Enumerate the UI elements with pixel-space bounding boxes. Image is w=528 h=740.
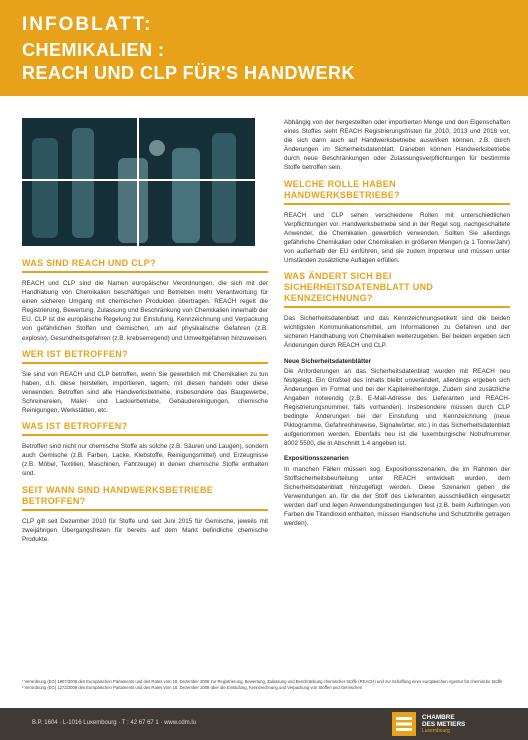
section-what (22, 421, 268, 478)
header-banner (0, 0, 528, 96)
section-heading: WELCHE ROLLE HABEN HANDWERKSBETRIEBE? (284, 178, 400, 200)
section-what-is (22, 258, 268, 343)
section-text: CLP gilt seit Dezember 2010 für Stoffe und seit Juni 2015 für Gemische, jeweils mit zweijährigen Übergangsfristen für bereits auf dem Markt befindliche chemische Produkte. (22, 517, 268, 543)
footnotes (22, 679, 512, 691)
page-title-line2: REACH UND CLP FÜR'S HANDWERK (22, 63, 355, 83)
section-heading-bar (22, 485, 268, 511)
section-heading-bar (22, 258, 268, 273)
section-heading: WAS SIND REACH UND CLP? (22, 258, 156, 268)
section-text: Betroffen sind nicht nur chemische Stoffe als solche (z.B. Säuren und Laugen), sondern auch Gemische (z.B. Farben, Lacke, Klebstoffe, Reinigungsmittel) und Erzeugnisse (z.B. Möbel, Textilien, Maschinen, Fahrzeuge) in denen chemische Stoffe enthalten sind. (22, 443, 268, 478)
right-column (284, 118, 510, 534)
section-role (284, 179, 510, 266)
section-heading: WER IST BETROFFEN? (22, 348, 128, 359)
lab-glassware-photo (22, 118, 255, 246)
footer-bar (0, 708, 528, 740)
page-title-line1: CHEMIKALIEN : (22, 40, 165, 60)
logo-line1: CHAMBRE (422, 714, 455, 721)
logo-name (422, 714, 465, 728)
logo-line2: DES METIERS (422, 721, 466, 728)
section-text: REACH und CLP sind die Namen europäischer Verordnungen, die sich mit der Handhabung von Chemikalien beschäftigen und Betrieben mehr Verantwortung für einen sicheren Umgang mit chemischen Produkten übertragen. REACH regelt die Registrierung, Bewertung, Zulassung und Beschränkung von Chemikalien innerhalb der EU. CLP ist die europäische Regelung zur Einstufung, Kennzeichnung und Verpackung von gefährlichen Stoffen und Gemischen, um auf physikalische Gefahren (z.B. explosiv), Gesundheitsgefahren (z.B. krebserregend) und Umweltgefahren hinzuweisen. (22, 280, 268, 342)
footer-address: B.P. 1604 · L-1016 Luxembourg · T : 42 67 67 1 · www.cdm.lu (32, 720, 197, 726)
section-text: Sie sind von REACH und CLP betroffen, wenn Sie gewerblich mit Chemikalien zu tun haben, d.h. diese herstellen, importieren, lagern, mit diesen handeln oder diese verwenden. Betroffen sind alle Handwerksbetriebe, insbesondere das Baugewerbe, Schreinereien, Maler- und Lackierbetriebe, Gebäudereinigungen, chemische Reinigungen, Werkstätten, etc. (22, 370, 268, 415)
logo-mark-icon (392, 712, 416, 736)
left-column (22, 258, 268, 550)
logo-country: Luxembourg (422, 728, 450, 734)
section-heading-bar (284, 179, 510, 205)
footnote-1: ¹ Verordnung (EG) 1907/2006 des Europäischen Parlaments und des Rates vom 18. Dezember 2006 zur Registrierung, Bewertung, Zulassung und Beschränkung chemischer Stoffe (REACH) und zur Schaffung einer europäischen Agentur für chemische Stoffe (22, 679, 503, 684)
section-text: Das Sicherheitsdatenblatt und das Kennzeichnungsetikett sind die beiden wichtigsten Kommunikationsmittel, um Informationen zu Gefahren und der sicheren Handhabung von Chemikalien weiterzugeben. Bei beiden ergeben sich Änderungen durch REACH und CLP. (284, 315, 510, 350)
section-heading-bar (22, 349, 268, 364)
chamber-logo (392, 712, 502, 736)
section-who (22, 349, 268, 415)
subheading: Expositionsszenarien (284, 455, 349, 463)
header-kicker: INFOBLATT: (22, 14, 153, 35)
footnote-2: ² Verordnung (EG) 1272/2008 des Europäischen Parlaments und des Rates vom 16. Dezember 2008 über die Einstufung, Kennzeichnung und Verpackung von Stoffen und Gemischen (22, 685, 363, 690)
section-changes (284, 271, 510, 528)
section-heading: SEIT WANN SIND HANDWERKSBETRIEBE BETROFFEN? (22, 484, 214, 506)
intro-text: Abhängig von der hergestellten oder importierten Menge und den Eigenschaften eines Stoffes sieht REACH Registrierungsfristen für 2010, 2013 und 2018 vor, die sich dann auch auf Handwerksbetriebe auswirken können, z.B. durch Änderungen im Sicherheitsdatenblatt. Daneben können Handwerksbetriebe durch neue Beschränkungen oder Zulassungsverpflichtungen für bestimmte Stoffe betroffen sein. (284, 119, 510, 172)
section-heading: WAS IST BETROFFEN? (22, 421, 128, 432)
section-since-when (22, 485, 268, 544)
section-text: REACH und CLP sehen verschiedene Rollen mit unterschiedlichen Verpflichtungen vor. Handwerksbetriebe sind in der Regel sog. nachgeschaltete Anwender, die Chemikalien gewerblich verwenden. Sollten Sie allerdings gefährliche Chemikalien oder Chemikalien in größeren Mengen (≥ 1 Tonne/Jahr) von außerhalb der EU einführen, sind sie zudem Importeur und müssen unter Umständen zusätzliche Auflagen erfüllen. (284, 211, 510, 265)
subsection-text: In manchen Fällen müssen sog. Expositionsszenarien, die im Rahmen der Stoffsicherheitsbeurteilung unter REACH entwickelt wurden, dem Sicherheitsdatenblatt hinzugefügt werden. Diese Szenarien geben die Verwendungen an, für die der Stoff des Lieferanten ausschließlich eingesetzt werden darf und legen Anwendungsbedingungen fest (z.B. beim Aufbringen von Farben die Titandioxid enthalten, müssen Handschuhe und Schutzbrille getragen werden). (284, 465, 510, 528)
section-heading-bar (284, 271, 510, 308)
subsection-text: Die Anforderungen an das Sicherheitsdatenblatt wurden mit REACH neu festgelegt. Ein Großteil des Inhalts bleibt unverändert, allerdings ergeben sich Änderungen im Format und bei der Kapitelreihenfolge. Zudem sind zusätzliche Angaben notwendig (z.B. E-Mail-Adresse des Lieferanten und REACH-Registrierungsnummer, falls vorhanden). Insbesondere müssen durch CLP bedingte Änderungen bei der Einstufung und Kennzeichnung (neue Piktogramme, Gefahrenhinweise, Signalwörter, etc.) in das Sicherheitsdatenblatt aufgenommen werden. Ebenfalls neu ist die luxemburgische Notrufnummer 8002 5500, die in Abschnitt 1.4 angeben ist. (284, 367, 510, 448)
section-heading: WAS ÄNDERT SICH BEI SICHERHEITSDATENBLATT UND KENNZEICHNUNG? (284, 271, 434, 304)
section-heading-bar (22, 421, 268, 436)
subheading: Neue Sicherheitsdatenblätter (284, 357, 372, 365)
